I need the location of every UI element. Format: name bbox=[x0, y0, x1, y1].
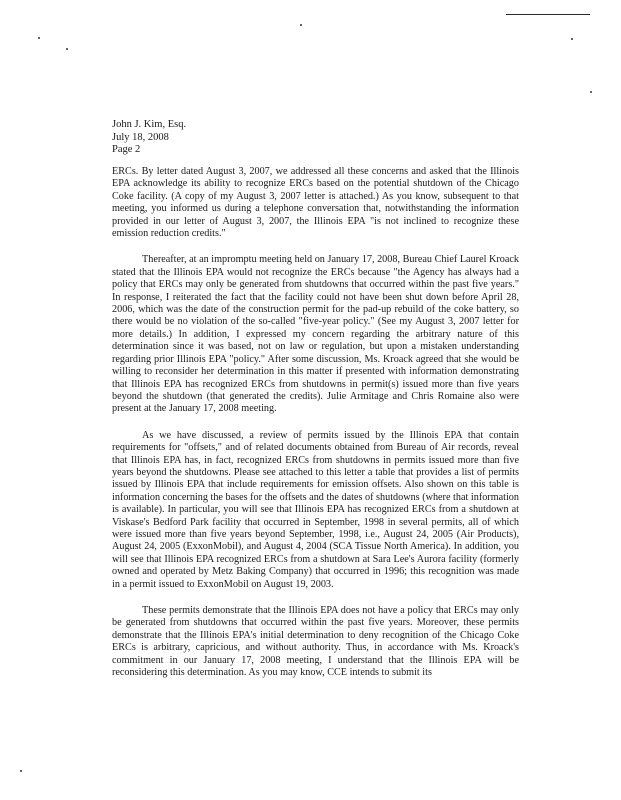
paragraph-permit-review: As we have discussed, a review of permits issued by the Illinois EPA that contain requirements for "offsets," and of related documents obtained from Bureau of Air records, reveal that Illinois EPA has, in fact, recognized ERCs from shutdowns in permits issued more than five years beyond the shutdowns. Please see attached to this letter a table that provides a list of permits issued by Illinois EPA that include requirements for emission offsets. Also shown on this table is information concerning the bases for the offsets and the dates of shutdowns (where that information is available). In particular, you will see that Illinois EPA has recognized ERCs from a shutdown at Viskase's Bedford Park facility that occurred in September, 1998 in several permits, all of which were issued more than five years beyond September, 1998, i.e., August 24, 2005 (Air Products), August 24, 2005 (ExxonMobil), and August 4, 2004 (SCA Tissue North America). In addition, you will see that Illinois EPA recognized ERCs from a shutdown at Sara Lee's Aurora facility (formerly owned and operated by Metz Baking Company) that occurred in 1996; this recognition was made in a permit issued to ExxonMobil on August 19, 2003. bbox=[112, 429, 519, 590]
scan-speck bbox=[66, 48, 68, 50]
paragraph-continuation: ERCs. By letter dated August 3, 2007, we addressed all these concerns and asked that the Illinois EPA acknowledge its ability to recognize ERCs based on the potential shutdown of the Chicago Coke facility. (A copy of my August 3, 2007 letter is attached.) As you know, subsequent to that meeting, you informed us during a telephone conversation that, notwithstanding the information provided in our letter of August 3, 2007, the Illinois EPA "is not inclined to recognize these emission reduction credits." bbox=[112, 166, 519, 240]
scan-speck bbox=[571, 38, 573, 40]
paragraph-kroack-meeting: Thereafter, at an impromptu meeting held on January 17, 2008, Bureau Chief Laurel Kroack stated that the Illinois EPA would not recognize the ERCs because "the Agency has always had a policy that ERCs may only be generated from shutdowns that occurred within the past five years." In response, I reiterated the fact that the facility could not have been shut down before April 28, 2006, which was the date of the construction permit for the pad-up rebuild of the coke battery, so there would be no violation of the so-called "five-year policy." (See my August 3, 2007 letter for more details.) In addition, I expressed my concern regarding the arbitrary nature of this determination since it was based, not on law or regulation, but upon a mistaken understanding regarding prior Illinois EPA "policy." After some discussion, Ms. Kroack agreed that she would be willing to reconsider her determination in this matter if presented with information demonstrating that Illinois EPA has recognized ERCs from shutdowns in permit(s) issued more than five years beyond the shutdown (that generated the credits). Julie Armitage and Chris Romaine also were present at the January 17, 2008 meeting. bbox=[112, 254, 519, 415]
paragraph-conclusion: These permits demonstrate that the Illinois EPA does not have a policy that ERCs may only be generated from shutdowns that occurred within the past five years. Moreover, these permits demonstrate that the Illinois EPA's initial determination to deny recognition of the Chicago Coke ERCs is arbitrary, capricious, and without authority. Thus, in accordance with Ms. Kroack's commitment in our January 17, 2008 meeting, I understand that the Illinois EPA will be reconsidering this determination. As you may know, CCE intends to submit its bbox=[112, 605, 519, 679]
letter-date: July 18, 2008 bbox=[112, 131, 169, 143]
page-number: Page 2 bbox=[112, 144, 141, 155]
letter-body bbox=[112, 166, 519, 693]
scan-speck bbox=[300, 24, 302, 26]
scan-speck bbox=[590, 91, 592, 93]
addressee: John J. Kim, Esq. bbox=[112, 119, 187, 130]
scan-speck bbox=[38, 37, 40, 39]
top-rule-line bbox=[506, 14, 590, 15]
scan-speck bbox=[20, 770, 22, 772]
letter-header bbox=[112, 119, 186, 157]
